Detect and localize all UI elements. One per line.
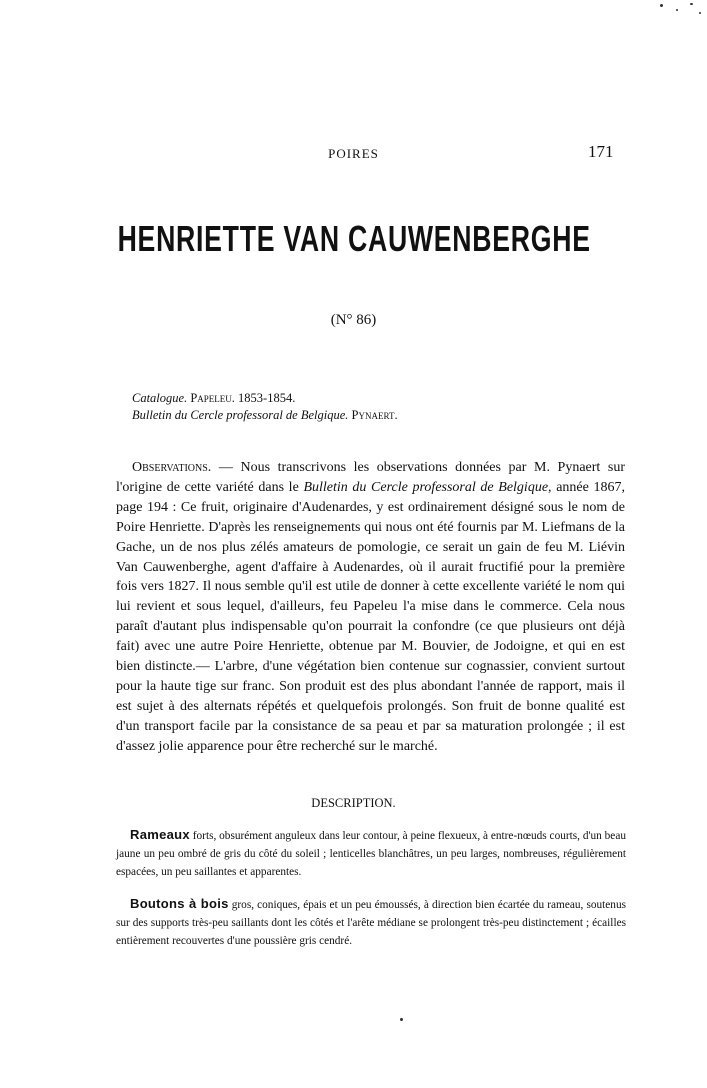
- reference-catalogue: [132, 390, 652, 407]
- reference-author: Pynaert.: [351, 408, 398, 422]
- variety-number: (N° 86): [330, 312, 377, 328]
- description-rameaux: [116, 826, 626, 881]
- page-number: 171: [588, 142, 614, 161]
- scan-speck: [676, 9, 678, 11]
- variety-title: HENRIETTE VAN CAUWENBERGHE: [117, 218, 591, 259]
- reference-bulletin: [132, 407, 652, 424]
- reference-title: Catalogue.: [132, 391, 188, 405]
- scan-speck: [699, 12, 701, 14]
- observations-text: — Nous transcrivons les observations données par M. Pynaert sur l'origine de cette variété dans le: [116, 460, 625, 495]
- observations-source: Bulletin du Cercle professoral de Belgique: [303, 479, 549, 495]
- description-term: Boutons à bois: [130, 896, 229, 911]
- description-boutons: [116, 895, 626, 950]
- scan-speck: [400, 1018, 403, 1021]
- observations-text: , année 1867, page 194 : Ce fruit, originaire d'Audenardes, y est ordinairement désigné sous le nom de Poire Henriette. D'après les renseignements qui nous ont été fournis par M. Liefmans de la Gache, un de nos plus zélés amateurs de pomologie, ce serait un gain de feu M. Liévin Van Cauwenberghe, agent d'affaire à Audenardes, où il aurait fructifié pour la première fois vers 1827. Il nous semble qu'il est utile de donner à cette excellente variété le nom qui lui revient et sous lequel, d'ailleurs, feu Papeleu l'a mise dans le commerce. Cela nous paraît d'autant plus indispensable qu'on pourrait la confondre (ce que plusieurs ont déjà fait) avec une autre Poire Henriette, obtenue par M. Bouvier, de Jodoigne, et qui en est bien distincte.— L'arbre, d'une végétation bien contenue sur cognassier, convient surtout pour la haute tige sur franc. Son produit est des plus abondant l'année de rapport, mais il est sujet à des alternats répétés et quelquefois prolongés. Son fruit de bonne qualité est d'un transport facile par la consistance de sa peau et par sa maturation prolongée ; il est d'assez jolie apparence pour être recherché sur le marché.: [116, 479, 625, 754]
- description-heading: DESCRIPTION.: [311, 796, 396, 810]
- observations-label: Observations.: [132, 460, 212, 475]
- observations-paragraph: [116, 458, 625, 757]
- description-text: forts, obsurément anguleux dans leur contour, à peine flexueux, à entre-nœuds courts, d'un beau jaune un peu ombré de gris du côté du soleil ; lenticelles blanchâtres, un peu larges, nombreuses, régulièrement espacées, un peu saillantes et apparentes.: [116, 830, 626, 878]
- scan-speck: [690, 3, 693, 5]
- reference-author: Papeleu.: [190, 391, 235, 405]
- reference-title: Bulletin du Cercle professoral de Belgique.: [132, 408, 349, 422]
- reference-years: 1853-1854.: [238, 391, 296, 405]
- running-header: [0, 142, 707, 166]
- running-title: POIRES: [328, 146, 379, 161]
- description-term: Rameaux: [130, 827, 190, 842]
- description-text: gros, coniques, épais et un peu émoussés, à direction bien écartée du rameau, soutenus sur des supports très-peu saillants dont les côtés et l'arête médiane se prolongent très-peu distinctement ; écailles entièrement recouvertes d'une poussière gris cendré.: [116, 899, 626, 947]
- scan-speck: [660, 4, 663, 7]
- references: [132, 390, 652, 424]
